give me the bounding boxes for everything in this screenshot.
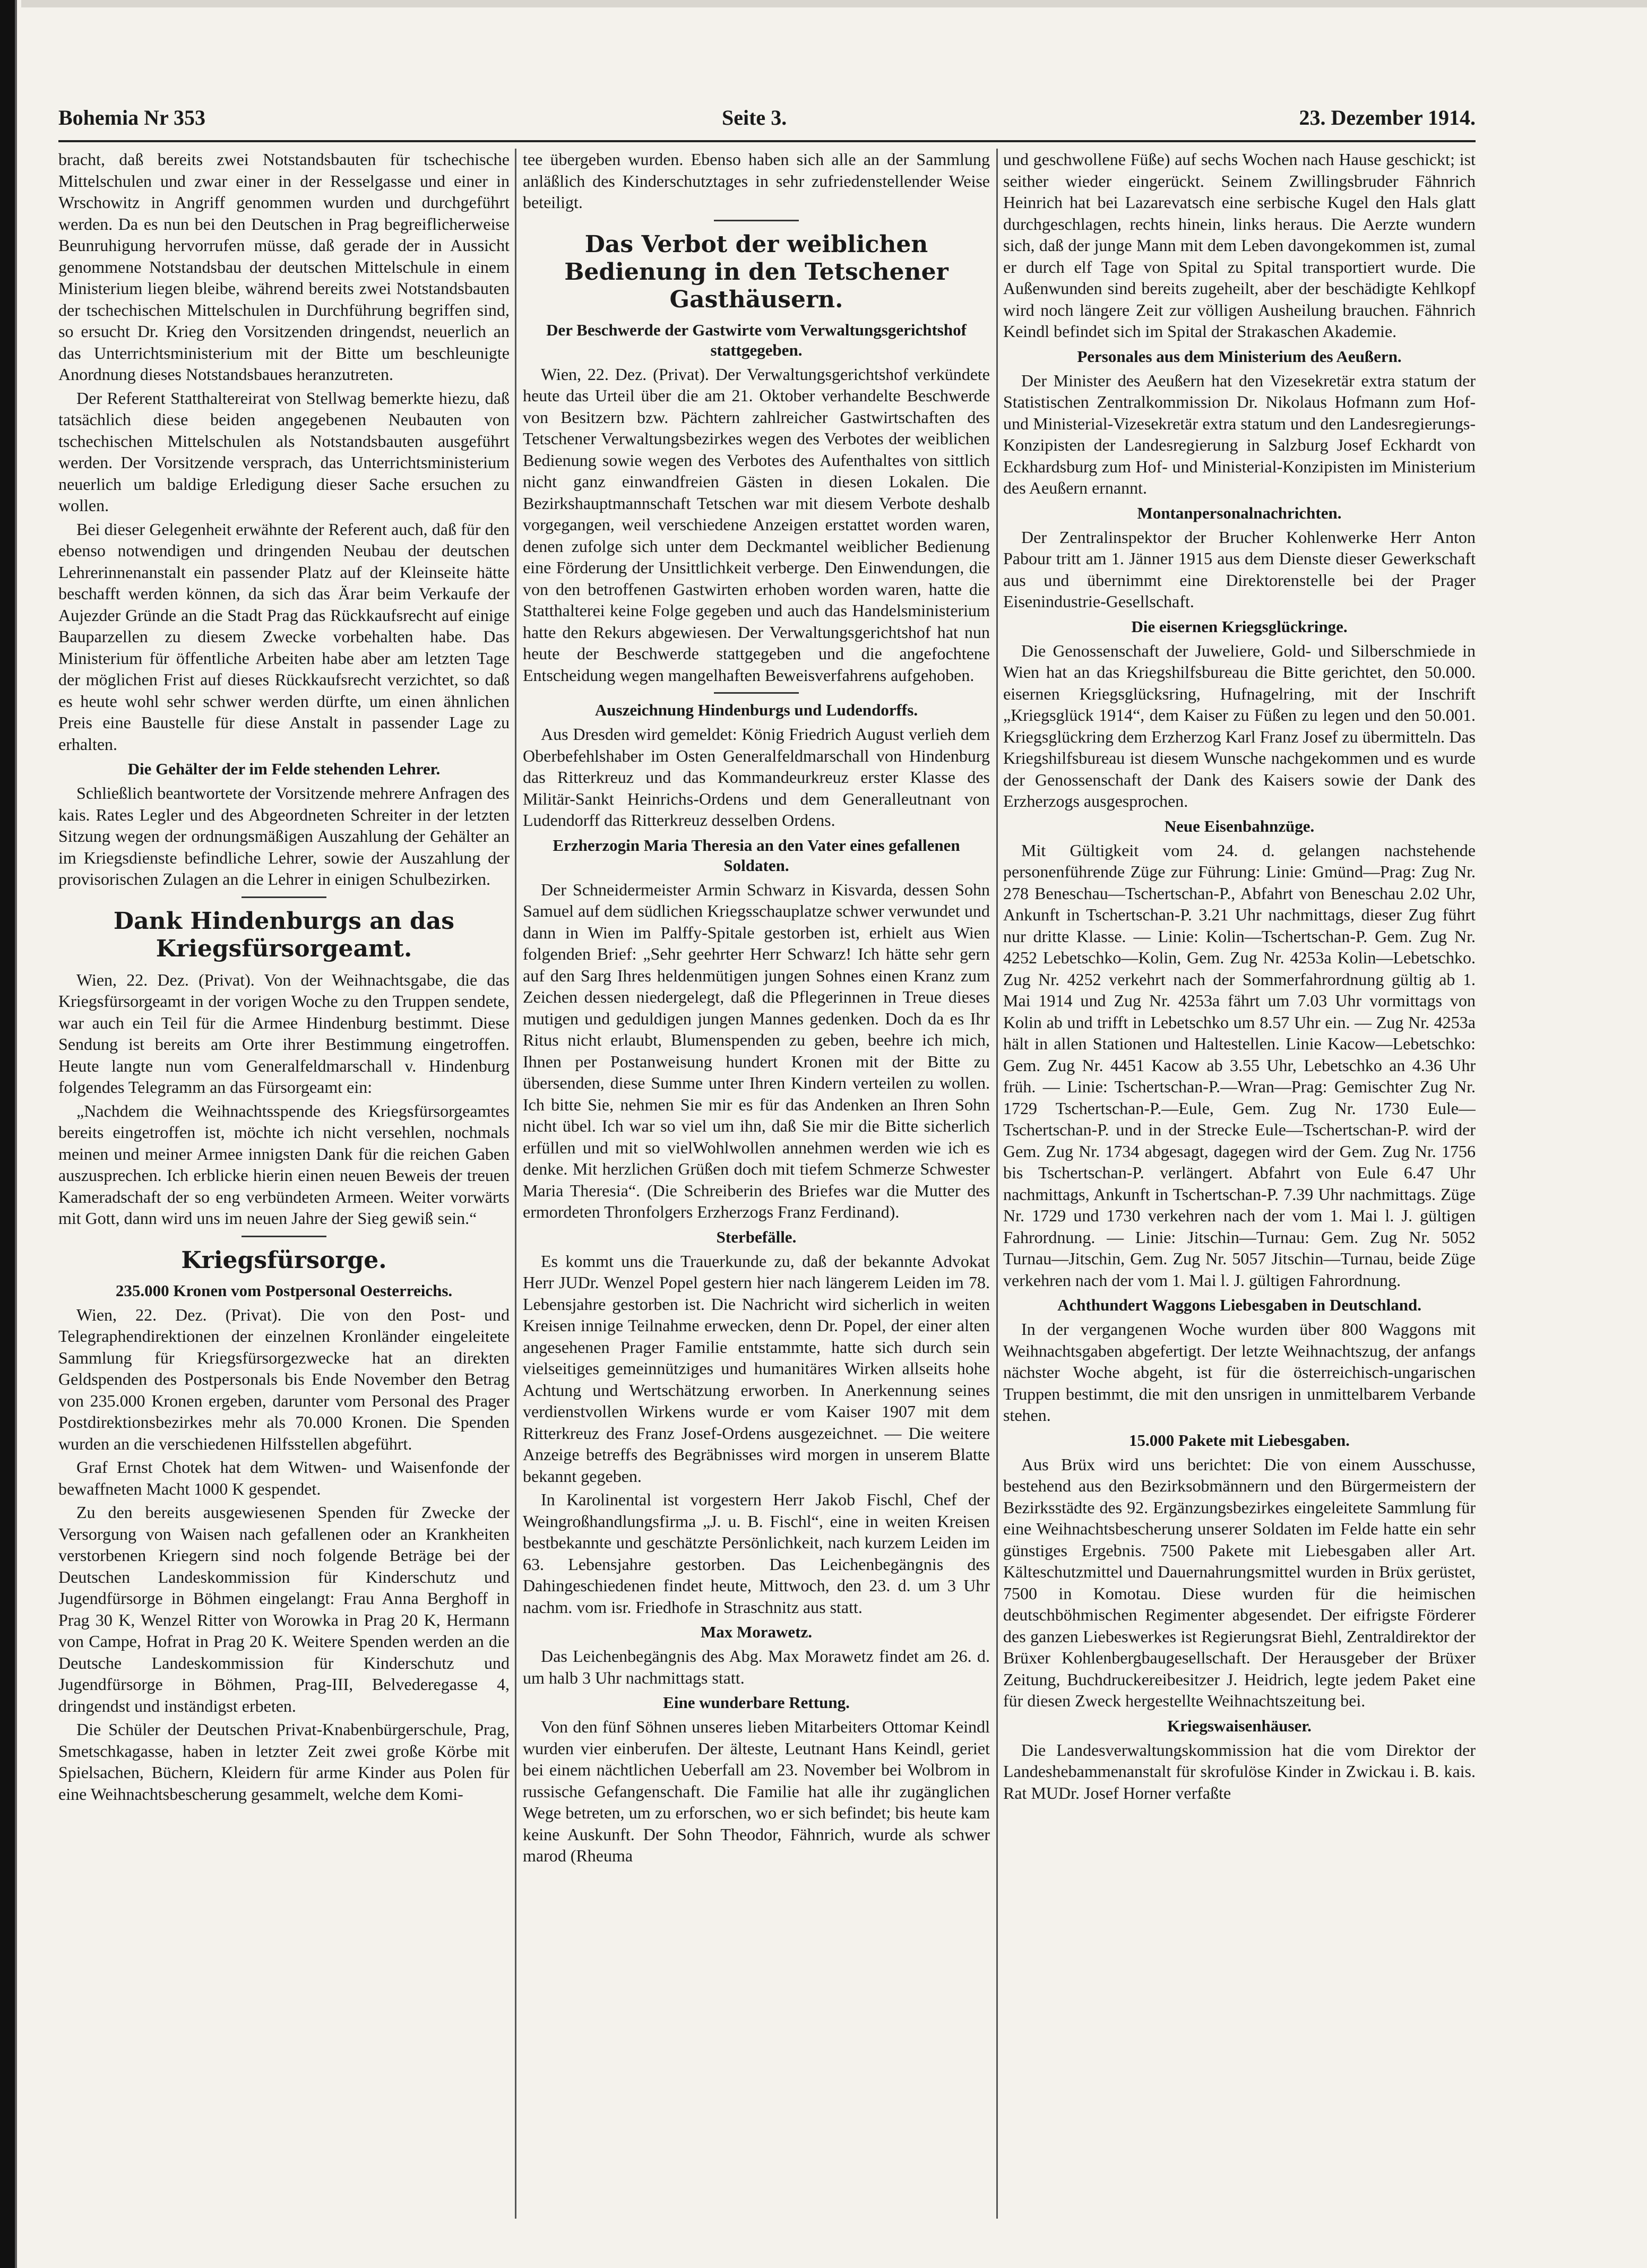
masthead-issue: Bohemia Nr 353 [58, 106, 206, 130]
article-subheading: Erzherzogin Maria Theresia an den Vater eines gefallenen Soldaten. [553, 835, 960, 875]
paragraph: Wien, 22. Dez. (Privat). Die von den Post- und Telegraphendirektionen der einzelnen Kronländer eingeleitete Sammlung für Kriegsfürsorgezwecke hat an direkten Geldspenden des Postpersonals bis Ende November den Betrag von 235.000 Kronen ergeben, darunter vom Personal des Prager Postdirektionsbezirkes mehr als 70.000 Kronen. Die Spenden wurden an die verschiedenen Hilfsstellen abgeführt. [58, 1305, 510, 1453]
column-1 [58, 149, 510, 2229]
paragraph: Wien, 22. Dez. (Privat). Von der Weihnachtsgabe, die das Kriegsfürsorgeamt in der vorigen Woche zu den Truppen sendete, war auch ein Teil für die Armee Hindenburg bestimmt. Diese Sendung ist bereits am Orte ihrer Bestimmung eingetroffen. Heute langte nun vom Generalfeldmarschall v. Hindenburg folgendes Telegramm an das Fürsorgeamt ein: [58, 970, 510, 1097]
article-subheading: Achthundert Waggons Liebesgaben in Deutschland. [1057, 1296, 1421, 1314]
header-rule [58, 140, 1476, 142]
article-subheading: Die eisernen Kriegsglückringe. [1131, 617, 1348, 636]
separator-rule [714, 692, 799, 694]
article-headline: Kriegsfürsorge. [181, 1246, 387, 1274]
paragraph: Der Zentralinspektor der Brucher Kohlenwerke Herr Anton Pabour tritt am 1. Jänner 1915 aus dem Dienste dieser Gewerkschaft aus und übernimmt eine Direktorenstelle bei der Prager Eisenindustrie-Gesellschaft. [1003, 527, 1476, 611]
article-subheading: Max Morawetz. [700, 1623, 812, 1641]
paragraph: Der Minister des Aeußern hat den Vizesekretär extra statum der Statistischen Zentralkommission Dr. Nikolaus Hofmann zum Hof- und Ministerial-Vizesekretär extra statum und den Landesregierungs-Konzipisten der Landesregierung in Salzburg Josef Eckhardt von Eckhardsburg zum Hof- und Ministerial-Konzipisten im Ministerium des Aeußern ernannt. [1003, 370, 1476, 497]
paragraph: Bei dieser Gelegenheit erwähnte der Referent auch, daß für den ebenso notwendigen und dringenden Neubau der deutschen Lehrerinnenanstalt ein passender Platz auf der Kleinseite hätte beschafft werden können, da sich das Ärar beim Verkaufe der Aujezder Gründe an die Stadt Prag das Rückkaufsrecht auf einige Bauparzellen zu diesem Zwecke vorbehalten habe. Das Ministerium für öffentliche Arbeiten habe aber am letzten Tage der möglichen Frist auf dieses Rückkaufsrecht verzichtet, so daß es heute wohl sehr schwer werden dürfte, um einen ähnlichen Preis eine Baustelle für diese Anstalt in passender Lage zu erhalten. [58, 519, 510, 754]
separator-rule [242, 896, 326, 898]
paragraph: Die Schüler der Deutschen Privat-Knabenbürgerschule, Prag, Smetschkagasse, haben in letzter Zeit zwei große Körbe mit Spielsachen, Büchern, Kleidern für arme Kinder aus Polen für eine Weihnachtsbescherung gesammelt, welche dem Komi- [58, 1720, 510, 1804]
paragraph: Die Landesverwaltungskommission hat die vom Direktor der Landeshebammenanstalt für skrofulöse Kinder in Zwickau i. B. kais. Rat MUDr. Josef Horner verfaßte [1003, 1740, 1476, 1803]
page-header [58, 100, 1476, 137]
paragraph: In Karolinental ist vorgestern Herr Jakob Fischl, Chef der Weingroßhandlungsfirma „J. u. B. Fischl“, eine in weiten Kreisen bestbekannte und geschätzte Persönlichkeit, nach kurzem Leiden im 63. Lebensjahre gestorben. Das Leichenbegängnis des Dahingeschiedenen findet heute, Mittwoch, den 23. d. um 3 Uhr nachm. vom isr. Friedhofe in Straschnitz aus statt. [523, 1490, 990, 1617]
scan-left-edge [0, 0, 21, 2268]
separator-rule [714, 220, 799, 221]
paragraph: Wien, 22. Dez. (Privat). Der Verwaltungsgerichtshof verkündete heute das Urteil über die am 21. Oktober verhandelte Beschwerde von Besitzern bzw. Pächtern zahlreicher Gastwirtschaften des Tetschener Verwaltungsbezirkes wegen des Verbotes der weiblichen Bedienung sowie wegen des Verbotes des Aufenthaltes von sittlich nicht ganz einwandfreien Gästen in diesen Lokalen. Die Bezirkshauptmannschaft Tetschen war mit diesem Verbote deshalb vorgegangen, weil verschiedene Anzeigen erstattet worden waren, denen zufolge sich unter dem Deckmantel weiblicher Bedienung eine Förderung der Unsittlichkeit verberge. Den Einwendungen, die von den betroffenen Gastwirten erhoben worden waren, hatte die Statthalterei keine Folge gegeben und auch das Handelsministerium hatte den Rekurs abgewiesen. Der Verwaltungsgerichtshof hat nun heute der Beschwerde stattgegeben und die angefochtene Entscheidung wegen mangelhaften Beweisverfahrens aufgehoben. [523, 364, 990, 685]
article-subheading: Auszeichnung Hindenburgs und Ludendorffs. [594, 701, 918, 719]
paragraph: Graf Ernst Chotek hat dem Witwen- und Waisenfonde der bewaffneten Macht 1000 K gespendet. [58, 1458, 510, 1498]
paragraph: Von den fünf Söhnen unseres lieben Mitarbeiters Ottomar Keindl wurden vier einberufen. Der älteste, Leutnant Hans Keindl, geriet bei einem nächtlichen Ueberfall am 23. November bei Wolbrom in russische Gefangenschaft. Die Familie hat alle ihr zugänglichen Wege betreten, um zu erforschen, wo er sich befindet; bis heute kam keine Auskunft. Der Sohn Theodor, Fähnrich, wurde als schwer marod (Rheuma [523, 1717, 990, 1865]
paragraph: Zu den bereits ausgewiesenen Spenden für Zwecke der Versorgung von Waisen nach gefallenen oder an Krankheiten verstorbenen Kriegern sind noch folgende Beträge bei der Deutschen Landeskommission für Kinderschutz und Jugendfürsorge in Böhmen eingelangt: Frau Anna Berghoff in Prag 30 K, Wenzel Ritter von Worowka in Prag 20 K, Hermann von Campe, Hofrat in Prag 20 K. Weitere Spenden werden an die Deutsche Landeskommission für Kinderschutz und Jugendfürsorge in Böhmen, Prag-III, Belvederegasse 4, dringendst und inständigst erbeten. [58, 1503, 510, 1715]
paragraph: tee übergeben wurden. Ebenso haben sich alle an der Sammlung anläßlich des Kinderschutztages in sehr zufriedenstellender Weise beteiligt. [523, 150, 990, 212]
paragraph: Schließlich beantwortete der Vorsitzende mehrere Anfragen des kais. Rates Legler und des Abgeordneten Schreiter in der letzten Sitzung wegen der ordnungsmäßigen Auszahlung der Gehälter an im Kriegsdienste befindliche Lehrer, sowie der Auszahlung der provisorischen Zulagen an die Lehrer in einigen Schulbezirken. [58, 783, 510, 889]
paragraph: Das Leichenbegängnis des Abg. Max Morawetz findet am 26. d. um halb 3 Uhr nachmittags statt. [523, 1646, 990, 1687]
article-subheading: Sterbefälle. [716, 1227, 797, 1246]
column-divider-1 [515, 149, 516, 2219]
paragraph: Der Schneidermeister Armin Schwarz in Kisvarda, dessen Sohn Samuel auf dem südlichen Kriegsschauplatze schwer verwundet und dann in Wien im Palffy-Spitale gestorben ist, erhielt aus Wien folgenden Brief: „Sehr geehrter Herr Schwarz! Ich hätte sehr gern auf den Sarg Ihres heldenmütigen jungen Sohnes einen Kranz zum Zeichen dessen niedergelegt, daß die Pflegerinnen in Treue dieses mutigen und geduldigen jungen Mannes gedenken. Doch da es Ihr Ritus nicht erlaubt, Blumenspenden zu geben, beehre ich mich, Ihnen per Postanweisung hundert Kronen mit der Bitte zu übersenden, diese Summe unter Ihren Kindern verteilen zu wollen. Ich bitte Sie, nehmen Sie mir es für das Andenken an Ihren Sohn nicht übel. Ich war so viel um ihn, daß Sie mir die Bitte sicherlich erfüllen und mit so vielWohlwollen annehmen werden wie ich es denke. Mit herzlichen Grüßen doch mit tiefem Schmerze Schwester Maria Theresia“. (Die Schreiberin des Briefes war die Mutter des ermordeten Thronfolgers Erzherzogs Franz Ferdinand). [523, 879, 990, 1221]
paragraph: Die Genossenschaft der Juweliere, Gold- und Silberschmiede in Wien hat an das Kriegshilfsbureau die Bitte gerichtet, den 50.000. eisernen Kriegsglücksring, Hufnagelring, mit der Inschrift „Kriegsglück 1914“, dem Kaiser zu Füßen zu legen und den 50.001. Kriegsglückring dem Erzherzog Karl Franz Josef zu übermitteln. Das Kriegshilfsbureau ist diesem Wunsche nachgekommen und es wurde der Genossenschaft der Dank des Kaisers sowie der Dank des Erzherzogs ausgesprochen. [1003, 641, 1476, 810]
separator-rule [242, 1236, 326, 1237]
issue-date: 23. Dezember 1914. [1299, 106, 1476, 130]
paragraph: Aus Dresden wird gemeldet: König Friedrich August verlieh dem Oberbefehlshaber im Osten Generalfeldmarschall von Hindenburg das Ritterkreuz und das Kommandeurkreuz erster Klasse des Militär-Sankt Heinrichs-Ordens und dem Generalleutnant von Ludendorff das Ritterkreuz desselben Ordens. [523, 725, 990, 830]
article-subheading: Die Gehälter der im Felde stehenden Lehrer. [127, 760, 441, 778]
paragraph: Der Referent Statthaltereirat von Stellwag bemerkte hiezu, daß tatsächlich diese beiden angegebenen Neubauten von tschechischen Mittelschulen als Notstandsbauten ausgeführt werden. Der Vorsitzende versprach, das Unterrichtsministerium neuerlich um baldige Erledigung dieser Sache ersuchen zu wollen. [58, 388, 510, 515]
article-subheading: Der Beschwerde der Gastwirte vom Verwaltungsgerichtshof stattgegeben. [546, 320, 967, 359]
paragraph: Aus Brüx wird uns berichtet: Die von einem Ausschusse, bestehend aus den Bezirksobmännern und den Bürgermeistern der Bezirksstädte des 92. Ergänzungsbezirkes eingeleitete Sammlung für eine Weihnachtsbescherung unserer Soldaten im Felde hatte ein sehr günstiges Ergebnis. 7500 Pakete mit Liebesgaben aller Art. Kälteschutzmittel und Dauernahrungsmittel wurden in Brüx gerüstet, 7500 in Komotau. Diese wurden für die heimischen deutschböhmischen Regimenter abgesendet. Der eifrigste Förderer des ganzen Liebeswerkes ist Regierungsrat Biehl, Zentraldirektor der Brüxer Kohlenbergbaugesellschaft. Der Herausgeber der Brüxer Zeitung, Buchdruckereibesitzer J. Heidrich, legte jedem Paket eine für diesen Zweck hergestellte Weihnachtszeitung bei. [1003, 1454, 1476, 1710]
article-subheading: Kriegswaisenhäuser. [1167, 1716, 1312, 1735]
article-subheading: Personales aus dem Ministerium des Aeußern. [1077, 347, 1402, 366]
paragraph: „Nachdem die Weihnachtsspende des Kriegsfürsorgeamtes bereits eingetroffen ist, möchte ich nicht versehlen, nochmals meinen und meiner Armee innigsten Dank für die reichen Gaben auszusprechen. Ich erblicke hierin einen neuen Beweis der treuen Kameradschaft der so eng verbündeten Armeen. Weiter vorwärts mit Gott, dann wird uns im neuen Jahre der Sieg gewiß sein.“ [58, 1101, 510, 1228]
page-number: Seite 3. [722, 106, 787, 130]
paragraph: In der vergangenen Woche wurden über 800 Waggons mit Weihnachtsgaben abgefertigt. Der letzte Weihnachtszug, der anfangs nächster Woche abgeht, ist für die österreichisch-ungarischen Truppen bestimmt, die mit den unsrigen in unmittelbarem Verbande stehen. [1003, 1320, 1476, 1425]
article-subheading: Montanpersonalnachrichten. [1137, 503, 1342, 522]
paragraph: und geschwollene Füße) auf sechs Wochen nach Hause geschickt; ist seither wieder eingerückt. Seinem Zwillingsbruder Fähnrich Heinrich hat bei Lazarevatsch eine serbische Kugel den Hals glatt durchgeschlagen, rechts hinein, links heraus. Die Aerzte wundern sich, daß der junge Mann mit dem Leben davongekommen ist, zumal er durch elf Tage von Spital zu Spital transportiert wurde. Die Außenwunden sind bereits zugeheilt, aber der beschädigte Kehlkopf wird noch längere Zeit zur völligen Ausheilung brauchen. Fähnrich Keindl befindet sich im Spital der Strakaschen Akademie. [1003, 150, 1476, 341]
article-subheading: 235.000 Kronen vom Postpersonal Oesterreichs. [115, 1281, 453, 1300]
article-headline: Das Verbot der weiblichen Bedienung in den Tetschener Gasthäusern. [564, 230, 948, 313]
paragraph: Es kommt uns die Trauerkunde zu, daß der bekannte Advokat Herr JUDr. Wenzel Popel gestern hier nach längerem Leiden im 78. Lebensjahre gestorben ist. Die Nachricht wird sicherlich in weiten Kreisen innige Teilnahme erwecken, denn Dr. Popel, der einer alten angesehenen Prager Familie entstammte, hatte sich durch sein vielseitiges gemeinnütziges und humanitäres Wirken allseits hohe Achtung und Wertschätzung erworben. In Anerkennung seines verdienstvollen Wirkens wurde er vom Kaiser 1907 mit dem Ritterkreuz des Franz Josef-Ordens ausgezeichnet. — Die weitere Anzeige betreffs des Begräbnisses wird morgen in unserem Blatte bekannt gegeben. [523, 1251, 990, 1486]
paragraph: Mit Gültigkeit vom 24. d. gelangen nachstehende personenführende Züge zur Führung: Linie: Gmünd—Prag: Zug Nr. 278 Beneschau—Tschertschan-P., Abfahrt von Beneschau 2.02 Uhr, Ankunft in Tschertschan-P. 3.21 Uhr nachmittags, dieser Zug führt nur dritte Klasse. — Linie: Kolin—Tschertschan-P. Gem. Zug Nr. 4252 Lebetschko—Kolin, Gem. Zug Nr. 4253a Kolin—Lebetschko. Zug Nr. 4252 verkehrt nach der Sommerfahrordnung gültig ab 1. Mai 1914 und Zug Nr. 4253a fährt um 7.03 Uhr vormittags von Kolin ab und trifft in Lebetschko um 8.57 Uhr ein. — Zug Nr. 4253a hält in allen Stationen und Haltestellen. Linie Kacow—Lebetschko: Gem. Zug Nr. 4451 Kacow ab 3.55 Uhr, Lebetschko an 4.36 Uhr früh. — Linie: Tschertschan-P.—Wran—Prag: Gemischter Zug Nr. 1729 Tschertschan-P.—Eule, Gem. Zug Nr. 1730 Eule—Tschertschan-P. und in der Strecke Eule—Tschertschan-P. wird der Gem. Zug Nr. 1734 abgesagt, dagegen wird der Gem. Zug Nr. 1756 bis Tschertschan-P. verlängert. Abfahrt von Eule 6.47 Uhr nachmittags, Ankunft in Tschertschan-P. 7.39 Uhr nachmittags. Züge Nr. 1729 und 1730 verkehren nach der vom 1. Mai l. J. gültigen Fahrordnung. — Linie: Jitschin—Turnau: Gem. Zug Nr. 5052 Turnau—Jitschin, Gem. Zug Nr. 5057 Jitschin—Turnau, beide Züge verkehren nach der vom 1. Mai l. J. gültigen Fahrordnung. [1003, 840, 1476, 1290]
column-2 [523, 149, 990, 2229]
article-subheading: Neue Eisenbahnzüge. [1164, 816, 1315, 835]
paragraph: bracht, daß bereits zwei Notstandsbauten für tschechische Mittelschulen und zwar einer in der Resselgasse und einer in Wrschowitz in Angriff genommen wurden und durchgeführt werden. Da es nun bei den Deutschen in Prag begreiflicherweise Beunruhigung hervorrufen müsse, daß gerade der in Aussicht genommene Notstandsbau der deutschen Mittelschule in einem Ministerium liegen bleibe, während bereits zwei Notstandsbauten der tschechischen Mittelschulen in Durchführung begriffen sind, so ersucht Dr. Krieg den Vorsitzenden dringendst, neuerlich an das Unterrichtsministerium mit der Bitte um beschleunigte Anordnung dieses Notstandsbaues heranzutreten. [58, 150, 510, 384]
article-subheading: 15.000 Pakete mit Liebesgaben. [1129, 1430, 1350, 1450]
column-3 [1003, 149, 1476, 2229]
article-subheading: Eine wunderbare Rettung. [663, 1693, 850, 1712]
scan-top-edge [0, 0, 1647, 7]
article-headline: Dank Hindenburgs an das Kriegsfürsorgeamt. [113, 907, 455, 962]
column-divider-2 [996, 149, 998, 2219]
